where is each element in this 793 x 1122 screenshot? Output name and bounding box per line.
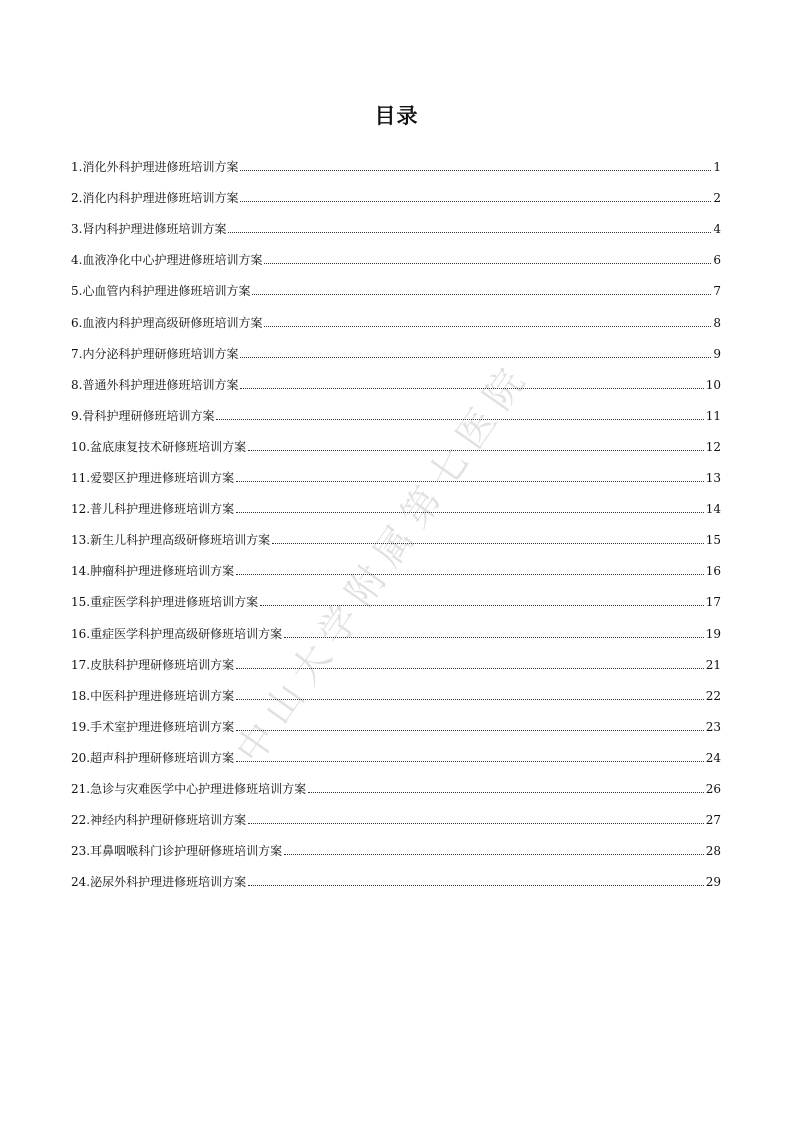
toc-entry-title: 15.重症医学科护理进修班培训方案 <box>71 595 259 610</box>
toc-entry-title: 13.新生儿科护理高级研修班培训方案 <box>71 533 271 548</box>
toc-page-number: 29 <box>705 875 721 890</box>
toc-entry[interactable] <box>71 331 721 362</box>
toc-dot-leader <box>272 543 704 544</box>
toc-page-number: 6 <box>713 253 721 268</box>
toc-entry[interactable] <box>71 268 721 299</box>
toc-entry-title: 23.耳鼻咽喉科门诊护理研修班培训方案 <box>71 844 283 859</box>
toc-entry-title: 8.普通外科护理进修班培训方案 <box>71 377 239 392</box>
toc-entry[interactable] <box>71 237 721 268</box>
toc-entry[interactable] <box>71 828 721 859</box>
toc-dot-leader <box>260 605 704 606</box>
toc-entry[interactable] <box>71 673 721 704</box>
toc-page-number: 24 <box>705 750 721 765</box>
toc-entry-title: 3.肾内科护理进修班培训方案 <box>71 222 227 237</box>
toc-dot-leader <box>236 730 704 731</box>
toc-entry-title: 4.血液净化中心护理进修班培训方案 <box>71 253 263 268</box>
toc-dot-leader <box>308 792 704 793</box>
toc-entry[interactable] <box>71 642 721 673</box>
table-of-contents <box>71 144 721 890</box>
toc-page-number: 13 <box>705 471 721 486</box>
toc-dot-leader <box>252 294 711 295</box>
toc-entry[interactable] <box>71 548 721 579</box>
toc-dot-leader <box>248 885 704 886</box>
toc-dot-leader <box>264 263 711 264</box>
toc-entry-title: 6.血液内科护理高级研修班培训方案 <box>71 315 263 330</box>
toc-entry[interactable] <box>71 362 721 393</box>
toc-page-number: 1 <box>713 160 721 175</box>
page-title: 目录 <box>374 104 419 128</box>
toc-entry-title: 18.中医科护理进修班培训方案 <box>71 688 235 703</box>
toc-dot-leader <box>236 574 704 575</box>
toc-entry[interactable] <box>71 610 721 641</box>
toc-dot-leader <box>240 170 711 171</box>
toc-entry[interactable] <box>71 424 721 455</box>
toc-entry-title: 22.神经内科护理研修班培训方案 <box>71 813 247 828</box>
toc-dot-leader <box>240 388 703 389</box>
toc-entry-title: 24.泌尿外科护理进修班培训方案 <box>71 875 247 890</box>
toc-entry[interactable] <box>71 517 721 548</box>
toc-entry[interactable] <box>71 797 721 828</box>
toc-dot-leader <box>264 326 711 327</box>
toc-entry[interactable] <box>71 766 721 797</box>
toc-dot-leader <box>248 450 704 451</box>
toc-page-number: 12 <box>705 439 721 454</box>
toc-page-number: 7 <box>713 284 721 299</box>
toc-entry[interactable] <box>71 735 721 766</box>
toc-page-number: 4 <box>713 222 721 237</box>
toc-entry[interactable] <box>71 579 721 610</box>
toc-entry[interactable] <box>71 859 721 890</box>
toc-entry[interactable] <box>71 175 721 206</box>
toc-entry[interactable] <box>71 455 721 486</box>
toc-page-number: 15 <box>705 533 721 548</box>
toc-page-number: 22 <box>705 688 721 703</box>
toc-entry-title: 19.手术室护理进修班培训方案 <box>71 719 235 734</box>
toc-entry-title: 11.爱婴区护理进修班培训方案 <box>71 471 235 486</box>
toc-dot-leader <box>284 637 704 638</box>
toc-dot-leader <box>236 761 704 762</box>
toc-entry-title: 2.消化内科护理进修班培训方案 <box>71 191 239 206</box>
watermark-text: 中山大学附属第七医院 <box>227 352 539 772</box>
toc-page-number: 8 <box>713 315 721 330</box>
toc-entry-title: 5.心血管内科护理进修班培训方案 <box>71 284 251 299</box>
toc-entry[interactable] <box>71 144 721 175</box>
toc-entry-title: 20.超声科护理研修班培训方案 <box>71 750 235 765</box>
toc-entry-title: 7.内分泌科护理研修班培训方案 <box>71 346 239 361</box>
toc-dot-leader <box>284 854 704 855</box>
toc-page-number: 14 <box>705 502 721 517</box>
toc-page-number: 17 <box>705 595 721 610</box>
toc-entry[interactable] <box>71 393 721 424</box>
toc-page-number: 23 <box>705 719 721 734</box>
toc-page-number: 26 <box>705 781 721 796</box>
toc-page-number: 19 <box>705 626 721 641</box>
toc-page-number: 21 <box>705 657 721 672</box>
toc-entry-title: 1.消化外科护理进修班培训方案 <box>71 160 239 175</box>
toc-dot-leader <box>240 201 711 202</box>
toc-page-number: 10 <box>705 377 721 392</box>
toc-entry-title: 9.骨科护理研修班培训方案 <box>71 408 215 423</box>
toc-entry-title: 21.急诊与灾难医学中心护理进修班培训方案 <box>71 781 307 796</box>
toc-entry[interactable] <box>71 704 721 735</box>
toc-entry-title: 16.重症医学科护理高级研修班培训方案 <box>71 626 283 641</box>
toc-dot-leader <box>248 823 704 824</box>
toc-dot-leader <box>236 512 704 513</box>
toc-dot-leader <box>236 481 704 482</box>
toc-entry[interactable] <box>71 206 721 237</box>
toc-page-number: 27 <box>705 813 721 828</box>
toc-page-number: 28 <box>705 844 721 859</box>
toc-entry-title: 12.普儿科护理进修班培训方案 <box>71 502 235 517</box>
toc-entry-title: 17.皮肤科护理研修班培训方案 <box>71 657 235 672</box>
toc-page-number: 2 <box>713 191 721 206</box>
toc-dot-leader <box>216 419 703 420</box>
toc-page-number: 16 <box>705 564 721 579</box>
toc-dot-leader <box>236 668 704 669</box>
toc-page-number: 11 <box>705 408 721 423</box>
toc-dot-leader <box>236 699 704 700</box>
toc-entry-title: 14.肿瘤科护理进修班培训方案 <box>71 564 235 579</box>
toc-dot-leader <box>228 232 711 233</box>
toc-entry[interactable] <box>71 299 721 330</box>
toc-dot-leader <box>240 357 711 358</box>
toc-entry[interactable] <box>71 486 721 517</box>
toc-page-number: 9 <box>713 346 721 361</box>
toc-entry-title: 10.盆底康复技术研修班培训方案 <box>71 439 247 454</box>
